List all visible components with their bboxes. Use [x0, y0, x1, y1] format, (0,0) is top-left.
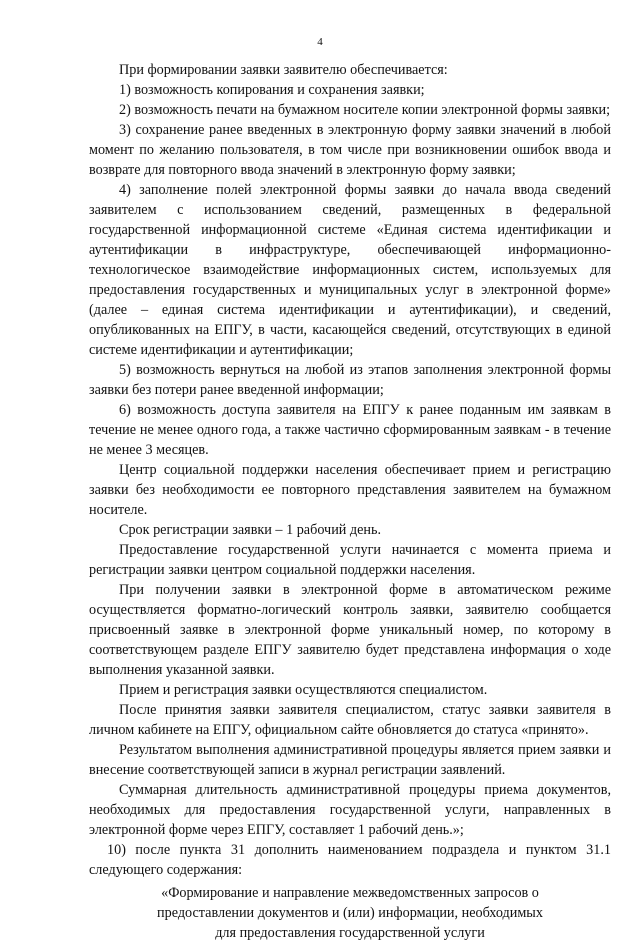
paragraph: Результатом выполнения административной процедуры является прием заявки и внесение соответствующей записи в журнал регистрации заявлений. — [89, 742, 611, 778]
list-item: 1) возможность копирования и сохранения заявки; — [119, 82, 425, 98]
list-item: 2) возможность печати на бумажном носителе копии электронной формы заявки; — [119, 102, 611, 118]
paragraph: После принятия заявки заявителя специалистом, статус заявки заявителя в личном кабинете на ЕПГУ, официальном сайте обновляется до статуса «принято». — [89, 702, 611, 738]
paragraph: Центр социальной поддержки населения обеспечивает прием и регистрацию заявки без необходимости ее повторного представления заявителем на бумажном носителе. — [89, 462, 611, 518]
paragraph: Срок регистрации заявки – 1 рабочий день. — [119, 522, 382, 538]
list-item: 5) возможность вернуться на любой из этапов заполнения электронной формы заявки без потери ранее введенной информации; — [89, 362, 611, 398]
list-item: 4) заполнение полей электронной формы заявки до начала ввода сведений заявителем с использованием сведений, размещенных в федеральной государственной информационной системе «Единая система идентификации и аутентификации в инфраструктуре, обеспечивающей информационно-технологическое взаимодействие информационных систем, используемых для предоставления государственных и муниципальных услуг в электронной форме» (далее – единая система идентификации и аутентификации), и сведений, опубликованных на ЕПГУ, в части, касающейся сведений, отсутствующих в единой системе идентификации и аутентификации; — [89, 182, 611, 358]
paragraph: При формировании заявки заявителю обеспечивается: — [119, 62, 448, 78]
paragraph: При получении заявки в электронной форме в автоматическом режиме осуществляется форматно-логический контроль заявки, заявителю сообщается присвоенный заявке в электронной форме уникальный номер, по которому в соответствующем разделе ЕПГУ заявителю будет представлена информация о ходе выполнения указанной заявки. — [89, 582, 611, 678]
paragraph: Прием и регистрация заявки осуществляются специалистом. — [119, 682, 488, 698]
page-number: 4 — [317, 36, 323, 48]
paragraph: Суммарная длительность административной процедуры приема документов, необходимых для предоставления государственной услуги, направленных в электронной форме через ЕПГУ, составляет 1 рабочий день.»; — [89, 782, 611, 838]
amendment-item: 10) после пункта 31 дополнить наименованием подраздела и пунктом 31.1 следующего содержания: — [89, 842, 611, 878]
list-item: 6) возможность доступа заявителя на ЕПГУ к ранее поданным им заявкам в течение не менее одного года, а также частично сформированным заявкам - в течение не менее 3 месяцев. — [89, 402, 611, 458]
heading-line: «Формирование и направление межведомственных запросов о — [161, 885, 539, 901]
document-body — [89, 60, 611, 943]
paragraph: Предоставление государственной услуги начинается с момента приема и регистрации заявки центром социальной поддержки населения. — [89, 542, 611, 578]
heading-line: предоставлении документов и (или) информации, необходимых — [157, 905, 543, 921]
list-item: 3) сохранение ранее введенных в электронную форму заявки значений в любой момент по желанию пользователя, в том числе при возникновении ошибок ввода и возврате для повторного ввода значений в электронную форму заявки; — [89, 122, 611, 178]
section-heading — [89, 883, 611, 943]
heading-line: для предоставления государственной услуги — [215, 925, 485, 941]
